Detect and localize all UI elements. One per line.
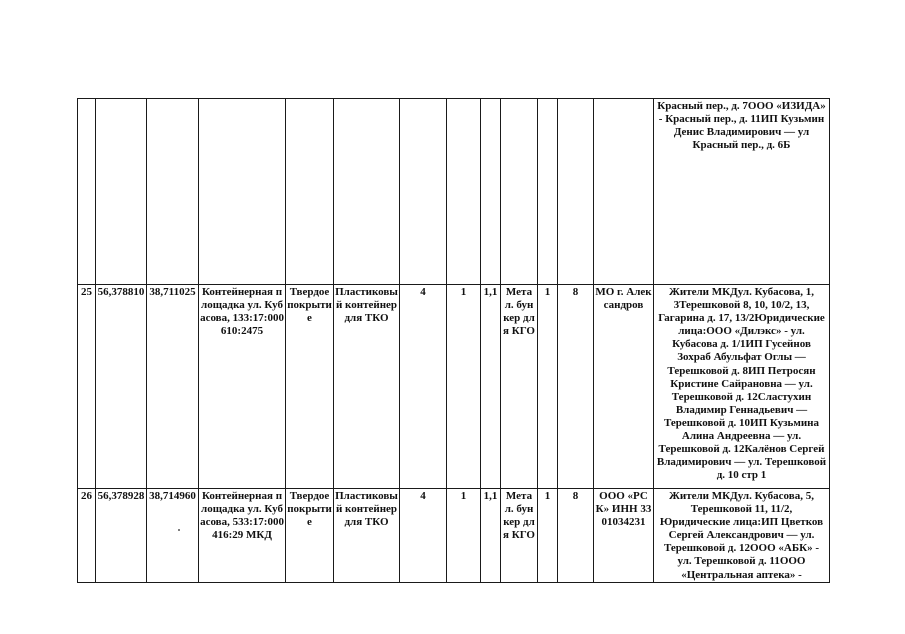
longitude-cell: 38,714960 — [147, 489, 199, 583]
site-address-cell: Контейнерная площадка ул. Кубасова, 533:17:000416:29 МКД — [199, 489, 286, 583]
container-type-cell: Пластиковый контейнер для ТКО — [334, 285, 400, 489]
registry-table — [77, 98, 830, 583]
latitude-cell: 56,378810 — [96, 285, 147, 489]
table-row — [78, 489, 830, 583]
row-number-cell — [78, 99, 96, 285]
waste-sources-cell: Жители МКДул. Кубасова, 5, Терешковой 11, 11/2, Юридические лица:ИП Цветков Сергей Александрович — ул. Терешковой д. 12ООО «АБК» - ул. Терешковой д. 11ООО «Центральная аптека» - — [654, 489, 830, 583]
longitude-cell: 38,711025 — [147, 285, 199, 489]
quantity-cell — [447, 99, 481, 285]
row-number-cell: 26 — [78, 489, 96, 583]
owner-cell: ООО «РСК» ИНН 3301034231 — [594, 489, 654, 583]
volume-cell: 1,1 — [481, 489, 501, 583]
bunker-type-cell: Метал. бункер для КГО — [501, 285, 538, 489]
bunker-count-cell: 1 — [538, 285, 558, 489]
container-count-cell: 4 — [400, 285, 447, 489]
surface-cell — [286, 99, 334, 285]
bunker-volume-cell: 8 — [558, 285, 594, 489]
bunker-volume-cell — [558, 99, 594, 285]
owner-cell — [594, 99, 654, 285]
table-row — [78, 99, 830, 285]
container-count-cell: 4 — [400, 489, 447, 583]
waste-sources-cell: Красный пер., д. 7ООО «ИЗИДА» - Красный пер., д. 11ИП Кузьмин Денис Владимирович — ул Красный пер., д. 6Б — [654, 99, 830, 285]
site-address-cell: Контейнерная площадка ул. Кубасова, 133:17:000610:2475 — [199, 285, 286, 489]
container-count-cell — [400, 99, 447, 285]
latitude-cell — [96, 99, 147, 285]
bunker-type-cell — [501, 99, 538, 285]
scan-speck — [178, 529, 180, 531]
volume-cell — [481, 99, 501, 285]
quantity-cell: 1 — [447, 285, 481, 489]
row-number-cell: 25 — [78, 285, 96, 489]
owner-cell: МО г. Александров — [594, 285, 654, 489]
table-row — [78, 285, 830, 489]
bunker-count-cell: 1 — [538, 489, 558, 583]
bunker-volume-cell: 8 — [558, 489, 594, 583]
volume-cell: 1,1 — [481, 285, 501, 489]
site-address-cell — [199, 99, 286, 285]
waste-sources-cell: Жители МКДул. Кубасова, 1, 3Терешковой 8, 10, 10/2, 13, Гагарина д. 17, 13/2Юридические лица:ООО «Дилэкс» - ул. Кубасова д. 1/1ИП Гусейнов Зохраб Абульфат Оглы — Терешковой д. 8ИП Петросян Кристине Сайрановна — ул. Терешковой д. 12Сластухин Владимир Геннадьевич — Терешковой д. 10ИП Кузьмина Алина Андреевна — ул. Терешковой д. 12Калёнов Сергей Владимирович — ул. Терешковой д. 10 стр 1 — [654, 285, 830, 489]
latitude-cell: 56,378928 — [96, 489, 147, 583]
quantity-cell: 1 — [447, 489, 481, 583]
container-type-cell: Пластиковый контейнер для ТКО — [334, 489, 400, 583]
bunker-type-cell: Метал. бункер для КГО — [501, 489, 538, 583]
surface-cell: Твердое покрытие — [286, 285, 334, 489]
longitude-cell — [147, 99, 199, 285]
surface-cell: Твердое покрытие — [286, 489, 334, 583]
container-type-cell — [334, 99, 400, 285]
bunker-count-cell — [538, 99, 558, 285]
